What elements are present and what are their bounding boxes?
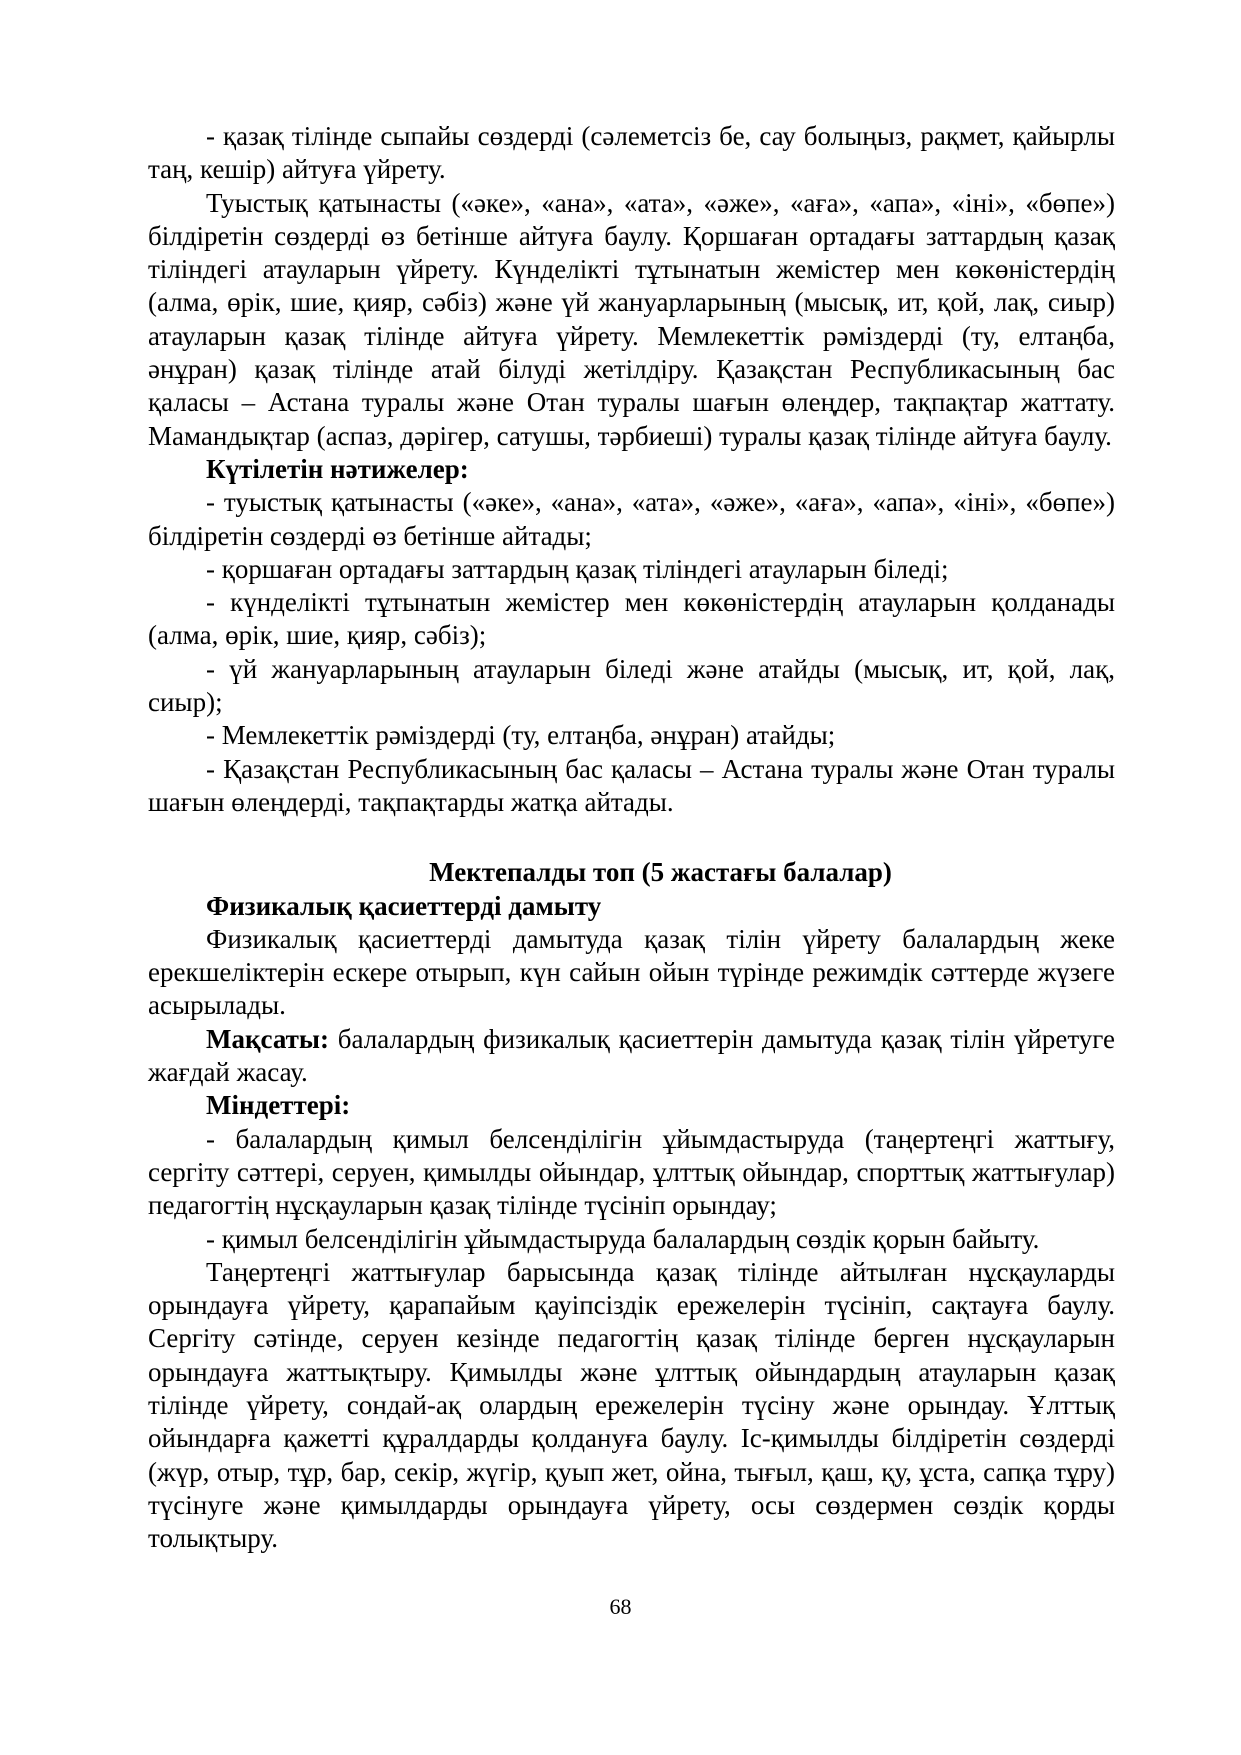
paragraph-polite-words: - қазақ тілінде сыпайы сөздерді (сәлеметсіз бе, сау болыңыз, рақмет, қайырлы таң, кешір) айтуға үйрету. [148, 121, 1115, 185]
expected-result-item: - қоршаған ортадағы заттардың қазақ тіліндегі атауларын біледі; [206, 553, 949, 584]
goal-label: Мақсаты: [206, 1023, 329, 1054]
expected-result-item: - туыстық қатынасты («әке», «ана», «ата», «әже», «аға», «апа», «іні», «бөпе») білдіретін сөздерді өз бетінше айтады; [148, 487, 1115, 551]
expected-result-item: - үй жануарларының атауларын біледі және атайды (мысық, ит, қой, лақ, сиыр); [148, 653, 1115, 718]
goal-paragraph [148, 1023, 1115, 1090]
section-title: Мектепалды топ (5 жастағы балалар) [429, 857, 892, 888]
closing-paragraph: Таңертеңгі жаттығулар барысында қазақ тілінде айтылған нұсқауларды орындауға үйрету, қарапайым қауіпсіздік ережелерін түсініп, сақтауға баулу. Сергіту сәтінде, серуен кезінде педагогтің қазақ тілінде берген нұсқауларын орындауға жаттықтыру. Қимылды және ұлттық ойындардың атауларын қазақ тілінде үйрету, сондай-ақ олардың ережелерін түсіну және орындау. Ұлттық ойындарға қажетті құралдарды қолдануға баулу. Іс-қимылды білдіретін сөздерді (жүр, отыр, тұр, бар, секір, жүгір, қуып жет, ойна, тығыл, қаш, қу, ұста, сапқа тұру) түсінуге және қимылдарды орындауға үйрету, осы сөздермен сөздік қорды толықтыру. [148, 1256, 1115, 1554]
document-page [148, 120, 1115, 1555]
expected-result-item: - Қазақстан Республикасының бас қаласы – Астана туралы және Отан туралы шағын өлеңдерді, тақпақтарды жатқа айтады. [148, 753, 1115, 817]
task-item: - балалардың қимыл белсенділігін ұйымдастыруда (таңертеңгі жаттығу, сергіту сәттері, серуен, қимылды ойындар, ұлттық ойындар, спорттық жаттығулар) педагогтің нұсқауларын қазақ тілінде түсініп орындау; [148, 1123, 1115, 1221]
paragraph-kinship-words: Туыстық қатынасты («әке», «ана», «ата», «әже», «аға», «апа», «іні», «бөпе») білдіретін сөздерді өз бетінше айтуға баулу. Қоршаған ортадағы заттардың қазақ тіліндегі атауларын үйрету. Күнделікті тұтынатын жемістер мен көкөністердің (алма, өрік, шие, қияр, сәбіз) және үй жануарларының (мысық, ит, қой, лақ, сиыр) атауларын қазақ тілінде айтуға үйрету. Мемлекеттік рәміздерді (ту, елтаңба, әнұран) қазақ тілінде атай білуді жетілдіру. Қазақстан Республикасының бас қаласы – Астана туралы және Отан туралы шағын өлеңдер, тақпақтар жаттату. Мамандықтар (аспаз, дәрігер, сатушы, тәрбиеші) туралы қазақ тілінде айтуға баулу. [148, 187, 1115, 451]
tasks-heading: Міндеттері: [206, 1090, 351, 1121]
task-item: - қимыл белсенділігін ұйымдастыруда балалардың сөздік қорын байыту. [206, 1223, 1040, 1254]
expected-result-item: - күнделікті тұтынатын жемістер мен көкөністердің атауларын қолданады (алма, өрік, шие, қияр, сәбіз); [148, 587, 1115, 651]
section-intro: Физикалық қасиеттерді дамытуда қазақ тілін үйрету балалардың жеке ерекшеліктерін ескере отырып, күн сайын ойын түрінде режимдік сәттерде жүзеге асырылады. [148, 923, 1115, 1021]
page-number: 68 [609, 1594, 632, 1619]
section-spacer [148, 819, 1115, 856]
expected-results-heading: Күтілетін нәтижелер: [206, 453, 469, 484]
expected-result-item: - Мемлекеттік рәміздерді (ту, елтаңба, әнұран) атайды; [206, 720, 836, 751]
section-subtitle: Физикалық қасиеттерді дамыту [206, 890, 602, 921]
goal-text: балалардың физикалық қасиеттерін дамытуда қазақ тілін үйретуге жағдай жасау. [148, 1023, 1115, 1088]
